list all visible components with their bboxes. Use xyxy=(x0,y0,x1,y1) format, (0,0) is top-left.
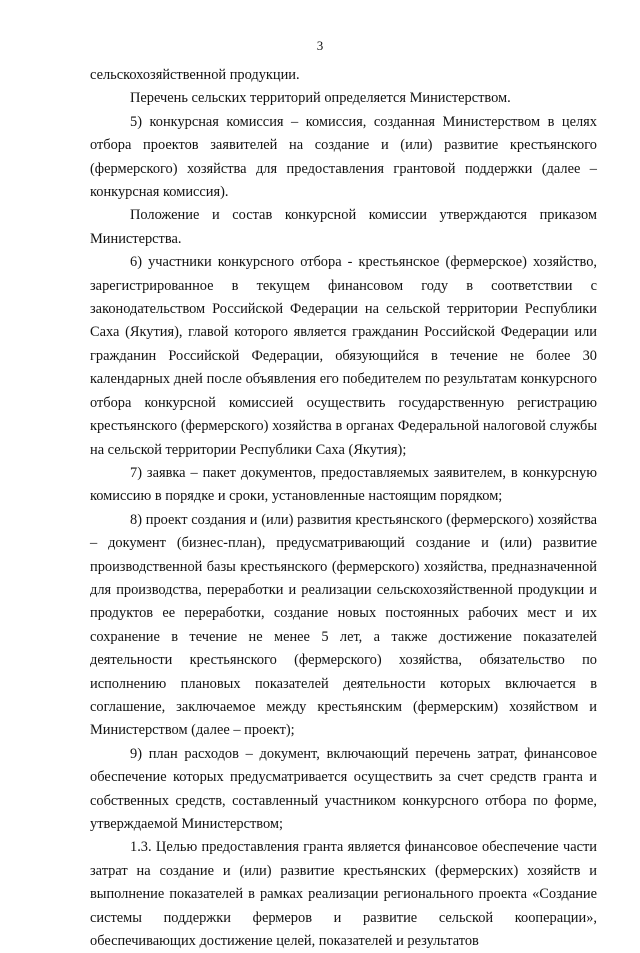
paragraph: 9) план расходов – документ, включающий перечень затрат, финансовое обеспечение которых предусматривается осуществить за счет средств гранта и собственных средств, составленный участником конкурсного отбора по форме, утверждаемой Министерством; xyxy=(90,745,597,832)
paragraph: 8) проект создания и (или) развития крестьянского (фермерского) хозяйства – документ (бизнес-план), предусматривающий создание и (или) развитие производственной базы крестьянского (фермерского) хозяйства, предназначенной для производства, переработки и реализации сельскохозяйственной продукции и продуктов ее переработки, создание новых постоянных рабочих мест и их сохранение в течение не менее 5 лет, а также достижение показателей деятельности крестьянского (фермерского) хозяйства, обязательство по исполнению плановых показателей деятельности которых включается в соглашение, заключаемое между крестьянским (фермерским) хозяйством и Министерством (далее – проект); xyxy=(90,511,597,739)
document-body xyxy=(90,64,597,953)
paragraph: сельскохозяйственной продукции. xyxy=(90,67,300,83)
paragraph: Положение и состав конкурсной комиссии утверждаются приказом Министерства. xyxy=(90,207,597,247)
paragraph: Перечень сельских территорий определяется Министерством. xyxy=(130,90,511,107)
paragraph: 6) участники конкурсного отбора - крестьянское (фермерское) хозяйство, зарегистрированное в текущем финансовом году в соответствии с законодательством Российской Федерации на сельской территории Республики Саха (Якутия), главой которого является гражданин Российской Федерации или гражданин Российской Федерации, обязующийся в течение не более 30 календарных дней после объявления его победителем по результатам конкурсного отбора конкурсной комиссией осуществить государственную регистрацию крестьянского (фермерского) хозяйства в органах Федеральной налоговой службы на сельской территории Республики Саха (Якутия); xyxy=(90,254,597,458)
paragraph: 1.3. Целью предоставления гранта является финансовое обеспечение части затрат на создание и (или) развитие крестьянских (фермерских) хозяйств и выполнение показателей в рамках реализации регионального проекта «Создание системы поддержки фермеров и развитие сельской кооперации», обеспечивающих достижение целей, показателей и результатов xyxy=(90,839,597,950)
page-number: 3 xyxy=(316,38,324,53)
paragraph: 5) конкурсная комиссия – комиссия, созданная Министерством в целях отбора проектов заявителей на создание и (или) развитие крестьянского (фермерского) хозяйства для предоставления грантовой поддержки (далее – конкурсная комиссия). xyxy=(90,113,597,201)
paragraph: 7) заявка – пакет документов, предоставляемых заявителем, в конкурсную комиссию в порядке и сроки, установленные настоящим порядком; xyxy=(90,464,597,505)
